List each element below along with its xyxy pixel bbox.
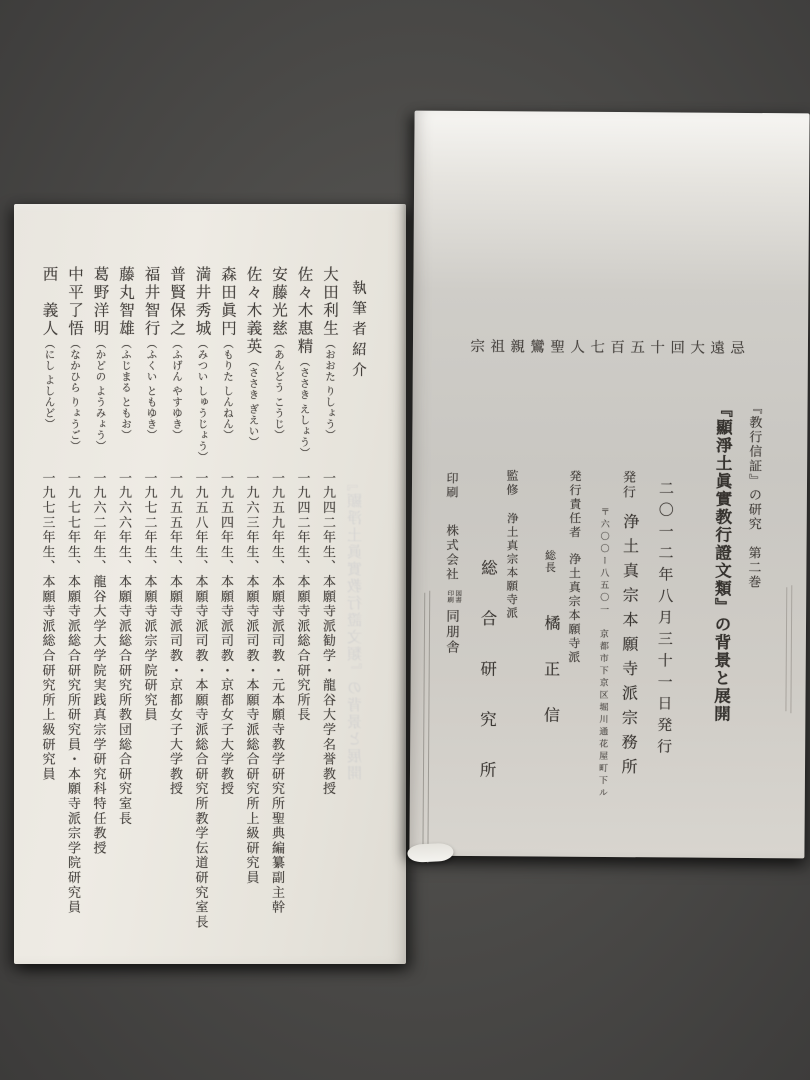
contributor-reading: （なかひら りょうご） [69, 338, 80, 452]
responsible-name: 橘正信 [541, 614, 560, 753]
supervision-org: 浄土真宗本願寺派 [505, 512, 518, 621]
contributor-bio: 一九七七年生、本願寺派総合研究所研究員・本願寺派宗学院研究員 [66, 471, 81, 915]
supervision-name: 総合研究所 [476, 559, 498, 812]
contributor-column [317, 266, 343, 958]
left-page-contributors [14, 204, 406, 964]
contributor-bio: 一九四二年生、本願寺派総合研究所長 [295, 471, 311, 723]
contributor-bio: 一九七三年生、本願寺派総合研究所上級研究員 [40, 471, 56, 782]
publisher-name: 浄土真宗本願寺派宗務所 [618, 513, 638, 783]
supervision-column [498, 394, 527, 832]
main-title: 『顯淨土眞實教行證文類』の背景と展開 [711, 400, 733, 724]
contributor-name: 大田利生 [321, 266, 338, 338]
contributor-column [240, 266, 266, 958]
publisher-column [613, 395, 642, 833]
contributor-name: 佐々木義英 [244, 266, 262, 356]
contributor-column [291, 266, 317, 958]
responsible-title: 総長 [543, 549, 556, 574]
contributor-bio: 一九五九年生、本願寺派司教・元本願寺教学研究所聖典編纂副主幹 [270, 471, 285, 915]
contributor-name: 森田眞円 [219, 266, 236, 338]
page-edge-line [427, 591, 430, 863]
contributor-bio: 一九五五年生、本願寺派司教・京都女子大学教授 [168, 471, 183, 797]
contributor-column [164, 266, 190, 958]
printer-column [438, 394, 467, 832]
contributor-reading: （おおた りしょう） [324, 338, 335, 441]
contributor-name: 中平了悟 [66, 266, 83, 338]
contributor-column [62, 266, 88, 958]
contributor-reading: （あんどう こうじ） [273, 338, 284, 441]
contributor-column [87, 266, 113, 958]
contributors-header-column [342, 266, 376, 958]
page-edge-line [785, 587, 787, 711]
contributor-reading: （ふげん やすゆき） [171, 338, 182, 441]
contributor-bio: 一九七二年生、本願寺派宗学院研究員 [142, 471, 158, 723]
memorial-line: 宗祖親鸞聖人七百五十回大遠忌 [470, 339, 751, 357]
main-title-column [699, 396, 736, 834]
printer-company: 株式会社 [444, 523, 459, 582]
contributor-bio: 一九五四年生、本願寺派司教・京都女子大学教授 [219, 471, 234, 797]
supervision-label: 監修 [504, 469, 520, 498]
contributor-column [266, 266, 292, 958]
page-edge-line [790, 585, 792, 713]
contributor-name: 佐々木惠精 [295, 266, 313, 356]
contributor-bio: 一九六三年生、本願寺派司教・本願寺派総合研究所上級研究員 [244, 471, 260, 886]
contributor-column [138, 266, 164, 958]
publisher-address: 〒六〇〇ー八五〇一 京都市下京区堀川通花屋町下ル [597, 506, 610, 800]
contributor-name: 葛野洋明 [91, 266, 109, 338]
contributor-name: 安藤光慈 [270, 266, 287, 338]
series-title-column [739, 396, 766, 834]
contributor-reading: （ふじまる ともお） [120, 338, 131, 441]
publisher-address-column [598, 395, 614, 833]
contributor-reading: （ふくい ともゆき） [145, 338, 157, 441]
contributor-name: 普賢保之 [168, 266, 185, 338]
contributor-reading: （ささき ぎえい） [247, 356, 259, 448]
contributor-column [189, 266, 215, 958]
contributor-bio: 一九四二年生、本願寺派勧学・龍谷大学名誉教授 [321, 471, 336, 797]
publisher-label: 発行 [620, 470, 637, 501]
printer-label: 印刷 [444, 471, 460, 500]
contributor-name: 西 義人 [40, 266, 58, 338]
contributor-bio: 一九六二年生、龍谷大学大学院実践真宗学研究科特任教授 [91, 471, 107, 856]
supervision-body-column [474, 394, 501, 832]
printer-name: 同朋舎 [443, 608, 460, 656]
responsible-publisher-column [562, 395, 589, 833]
contributor-reading: （みつい しゅうじょう） [196, 338, 208, 463]
contributor-column [113, 266, 139, 958]
contributor-bio: 一九五八年生、本願寺派司教・本願寺派総合研究所教学伝道研究室長 [193, 471, 209, 930]
contributor-reading: （ささき えしょう） [298, 356, 310, 459]
contributor-name: 福井智行 [142, 266, 160, 338]
contributor-column [36, 266, 62, 958]
contributor-bio: 一九六六年生、本願寺派総合研究所教団総合研究室長 [117, 471, 132, 827]
colophon-columns [434, 394, 766, 834]
publication-date-column [649, 395, 678, 833]
contributor-reading: （にし よしんど） [43, 338, 55, 430]
contributor-column [215, 266, 241, 958]
contributor-name: 藤丸智雄 [117, 266, 134, 338]
contributors-header: 執筆者紹介 [350, 280, 366, 383]
printer-small-prefix: 図書印刷 [446, 589, 462, 603]
publication-date: 二〇一二年八月三十一日発行 [655, 480, 674, 760]
contributor-reading: （かどの ようみょう） [94, 338, 106, 452]
contributor-name: 満井秀城 [193, 266, 211, 338]
responsible-label: 発行責任者 [567, 469, 583, 540]
contributors-columns [32, 266, 376, 958]
responsible-person-column [536, 395, 565, 833]
series-title: 『教行信証』の研究 第二巻 [746, 400, 763, 590]
responsible-org: 浄土真宗本願寺派 [566, 552, 582, 665]
show-through-ghost-text: 『顯淨土眞實教行證文類』の背景と展開 [348, 476, 364, 782]
contributor-reading: （もりた しんねん） [222, 338, 233, 441]
underlying-page-corner [407, 843, 454, 863]
right-page-colophon [409, 111, 809, 859]
page-edge-line [422, 593, 425, 861]
